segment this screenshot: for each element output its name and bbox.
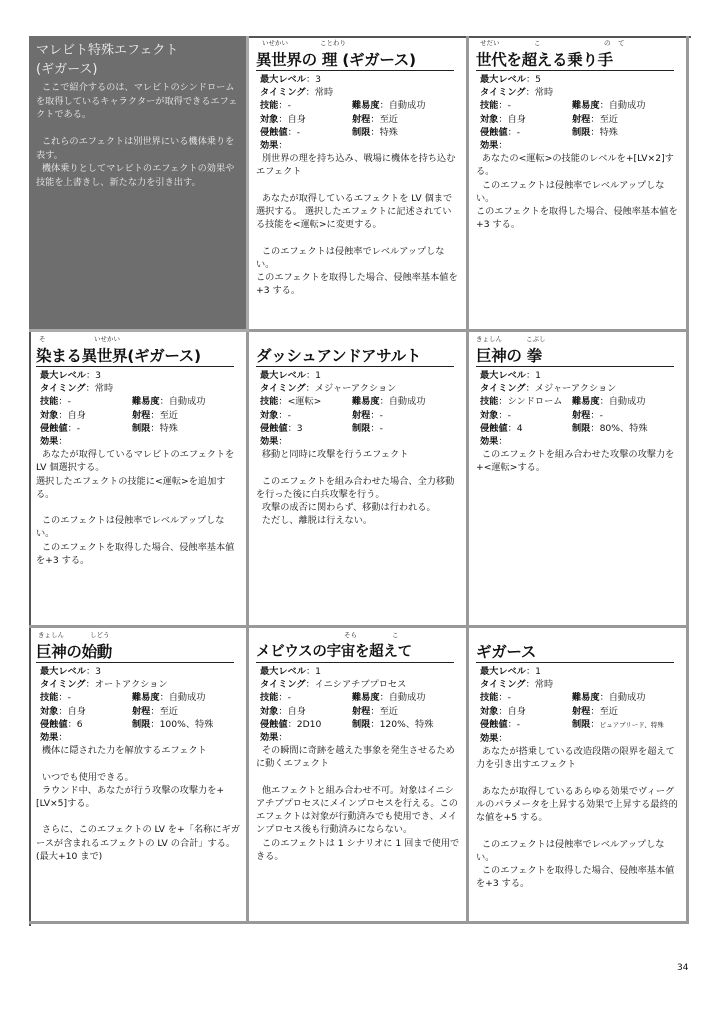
limit-value: 特殊 — [379, 126, 398, 138]
ruby-text: きょしん — [476, 335, 502, 343]
card-body: 移動と同時に攻撃を行うエフェクト このエフェクトを組み合わせた場合、全力移動を行った後に白兵攻撃を行う。 攻撃の成否に関わらず、移動は行われる。 ただし、離脱は行えない。 — [256, 449, 455, 527]
difficulty-value: 自動成功 — [388, 100, 426, 112]
ruby-text: こぶし — [526, 335, 546, 343]
erosion-value: - — [76, 422, 81, 434]
card-title-area — [476, 632, 674, 663]
effect-card-0: いせかい ことわり 異世界の 理 (ギガース) 最大レベル：3 タイミング：常時 技能：- 難易度：自動成功 対象：自身 射程：至近 侵蝕値：- 制限：特殊 効果 ： 別世界の理を持ち込み、戦場に機体を持ち込むエフェクト あなたが取得しているエフェクトを LV 個まで選択する。 選択したエフェクトに記述されている技能を<運転>に変更する。 このエフェクトは侵蝕率でレベルアップしない。 このエフェクトを取得した場合、侵蝕率基本値を+3 する。 — [249, 36, 469, 332]
range-value: 至近 — [379, 705, 398, 717]
range-value: - — [599, 409, 603, 421]
card-title: ギガース — [476, 643, 537, 661]
card-body: その瞬間に奇跡を越えた事象を発生させるために動くエフェクト 他エフェクトと組み合わせ不可。対象はイニシアチブプロセスにメインプロセスを行える。このエフェクトは対象が行動済みでも使用でき、メインプロセス後も行動済みにならない。 このエフェクトは 1 シナリオに 1 回まで使用できる。 — [256, 745, 460, 862]
card-body: あなたが取得しているマレビトのエフェクトを LV 個選択する。 選択したエフェクトの技能に<運転>を追加する。 このエフェクトは侵蝕率でレベルアップしない。 このエフェクトを取得した場合、侵蝕率基本値を+3 する。 — [36, 449, 235, 566]
page-number: 34 — [677, 963, 689, 973]
target-value: 自身 — [67, 705, 86, 717]
card-title: 世代を超える乗り手 — [476, 51, 613, 69]
max-level-value: 1 — [315, 370, 321, 381]
ruby-text: そら — [344, 631, 357, 639]
erosion-value: 2D10 — [296, 718, 322, 730]
range-value: 至近 — [599, 113, 618, 125]
timing-value: イニシアチブプロセス — [314, 679, 407, 691]
ruby-text: しどう — [90, 631, 110, 639]
erosion-value: - — [296, 126, 301, 138]
card-title-area — [36, 336, 234, 367]
card-body: このエフェクトを組み合わせた攻撃の攻撃力を+<運転>する。 — [476, 449, 675, 474]
ruby-text: せだい — [480, 39, 500, 47]
max-level-value: 3 — [315, 74, 321, 85]
intro-body: ここで紹介するのは、マレビトのシンドロームを取得しているキャラクターが取得できるエフェクトである。 これらのエフェクトは別世界にいる機体乗りを表す。 機体乗りとしてマレビトのエフェクトの効果や技能を上書きし、新たな力を引き出す。 — [36, 82, 238, 188]
card-title: 巨神の 拳 — [476, 347, 542, 365]
skill-value: <運転> — [287, 396, 322, 408]
card-title: 巨神の始動 — [36, 643, 113, 661]
skill-value: - — [67, 396, 71, 408]
ruby-text: て — [618, 39, 625, 47]
difficulty-value: 自動成功 — [608, 100, 646, 112]
difficulty-value: 自動成功 — [168, 396, 206, 408]
ruby-text: の — [604, 39, 611, 47]
intro-title-line1: マレビト特殊エフェクト — [36, 43, 179, 58]
skill-value: - — [507, 100, 511, 112]
max-level-value: 3 — [95, 666, 101, 677]
timing-value: 常時 — [534, 679, 554, 691]
timing-value: メジャーアクション — [534, 383, 617, 395]
difficulty-value: 自動成功 — [388, 692, 426, 704]
limit-value: 特殊 — [599, 126, 618, 138]
timing-value: 常時 — [534, 87, 554, 99]
target-value: 自身 — [67, 409, 86, 421]
limit-value: - — [379, 422, 383, 434]
effect-card-6: そら こ メビウスの宇宙を超えて 最大レベル：1 タイミング：イニシアチブプロセス 技能：- 難易度：自動成功 対象：自身 射程：至近 侵蝕値：2D10 制限：120%、特殊 効果 ： その瞬間に奇跡を越えた事象を発生させるために動くエフェクト 他エフェクトと組み合わせ不可。対象はイニシアチブプロセスにメインプロセスを行える。このエフェクトは対象が行動済みでも使用でき、メインプロセス後も行動済みにならない。 このエフェクトは 1 シナリオに 1 回まで使用できる。 — [249, 628, 469, 924]
effect-card-7: ギガース 最大レベル：1 タイミング：常時 技能：- 難易度：自動成功 対象：自身 射程：至近 侵蝕値：- 制限：ピュアブリード、特殊 効果 ： あなたが搭乗している改造段階の限界を超えて力を引き出すエフェクト あなたが取得しているあらゆる効果でヴィーグルのパラメータを上昇する効果で上昇する最終的な値を+5 する。 このエフェクトは侵蝕率でレベルアップしない。 このエフェクトを取得した場合、侵蝕率基本値を+3 する。 — [469, 628, 689, 924]
card-title: ダッシュアンドアサルト — [256, 347, 422, 365]
range-value: 至近 — [159, 705, 178, 717]
card-body: あなたの<運転>の技能のレベルを+[LV×2]する。 このエフェクトは侵蝕率でレベルアップしない。 このエフェクトを取得した場合、侵蝕率基本値を+3 する。 — [476, 153, 678, 231]
ruby-text: いせかい — [94, 335, 120, 343]
erosion-value: 6 — [76, 718, 83, 730]
target-value: 自身 — [287, 705, 306, 717]
card-title-area — [256, 40, 454, 71]
card-title: 染まる異世界(ギガース) — [36, 347, 201, 365]
card-title-area — [476, 40, 674, 71]
timing-value: オートアクション — [94, 679, 168, 691]
card-title-area — [476, 336, 674, 367]
difficulty-value: 自動成功 — [168, 692, 206, 704]
limit-value: 120%、特殊 — [379, 718, 434, 730]
timing-value: 常時 — [314, 87, 334, 99]
effect-card-1: せだい こ の て 世代を超える乗り手 最大レベル：5 タイミング：常時 技能：- 難易度：自動成功 対象：自身 射程：至近 侵蝕値：- 制限：特殊 効果 ： あなたの<運転>の技能のレベルを+[LV×2]する。 このエフェクトは侵蝕率でレベルアップしない。 このエフェクトを取得した場合、侵蝕率基本値を+3 する。 — [469, 36, 689, 332]
effect-card-5: きょしん しどう 巨神の始動 最大レベル：3 タイミング：オートアクション 技能：- 難易度：自動成功 対象：自身 射程：至近 侵蝕値：6 制限：100%、特殊 効果 ： 機体に隠された力を解放するエフェクト いつでも使用できる。 ラウンド中、あなたが行う攻撃の攻撃力を+[LV×5]する。 さらに、このエフェクトの LV を+「名称にギガースが含まれるエフェクトの LV の合計」する。(最大+10 まで) — [29, 628, 249, 924]
effect-card-2: そ いせかい 染まる異世界(ギガース) 最大レベル：3 タイミング：常時 技能：- 難易度：自動成功 対象：自身 射程：至近 侵蝕値：- 制限：特殊 効果 ： あなたが取得しているマレビトのエフェクトを LV 個選択する。 選択したエフェクトの技能に<運転>を追加する。 このエフェクトは侵蝕率でレベルアップしない。 このエフェクトを取得した場合、侵蝕率基本値を+3 する。 — [29, 332, 249, 628]
timing-value: 常時 — [94, 383, 114, 395]
card-title-area — [256, 632, 454, 663]
target-value: - — [507, 409, 511, 421]
erosion-value: 4 — [516, 422, 523, 434]
ruby-text: こ — [534, 39, 541, 47]
target-value: 自身 — [507, 113, 526, 125]
effect-grid — [29, 36, 689, 924]
intro-card — [29, 36, 249, 332]
card-body: 別世界の理を持ち込み、戦場に機体を持ち込むエフェクト あなたが取得しているエフェクトを LV 個まで選択する。 選択したエフェクトに記述されている技能を<運転>に変更する。 このエフェクトは侵蝕率でレベルアップしない。 このエフェクトを取得した場合、侵蝕率基本値を+3 する。 — [256, 153, 458, 297]
difficulty-value: 自動成功 — [388, 396, 426, 408]
max-level-value: 5 — [535, 74, 541, 85]
card-title-area — [36, 632, 234, 663]
max-level-value: 3 — [95, 370, 101, 381]
erosion-value: 3 — [296, 422, 303, 434]
ruby-text: いせかい — [262, 39, 288, 47]
card-body: あなたが搭乗している改造段階の限界を超えて力を引き出すエフェクト あなたが取得しているあらゆる効果でヴィーグルのパラメータを上昇する効果で上昇する最終的な値を+5 する。 このエフェクトは侵蝕率でレベルアップしない。 このエフェクトを取得した場合、侵蝕率基本値を+3 する。 — [476, 746, 678, 890]
target-value: - — [287, 409, 291, 421]
ruby-text: そ — [39, 335, 46, 343]
card-title: メビウスの宇宙を超えて — [256, 644, 412, 660]
skill-value: シンドローム — [507, 396, 563, 408]
erosion-value: - — [516, 718, 521, 730]
timing-value: メジャーアクション — [314, 383, 397, 395]
max-level-value: 1 — [315, 666, 321, 677]
target-value: 自身 — [287, 113, 306, 125]
difficulty-value: 自動成功 — [608, 396, 646, 408]
range-value: - — [379, 409, 383, 421]
limit-value: ピュアブリード、特殊 — [599, 720, 664, 729]
max-level-value: 1 — [535, 666, 541, 677]
label: 最大レベル — [260, 74, 306, 85]
effect-card-3: ダッシュアンドアサルト 最大レベル：1 タイミング：メジャーアクション 技能：<運転> 難易度：自動成功 対象：- 射程：- 侵蝕値：3 制限：- 効果 ： 移動と同時に攻撃を行うエフェクト このエフェクトを組み合わせた場合、全力移動を行った後に白兵攻撃を行う。 攻撃の成否に関わらず、移動は行われる。 ただし、離脱は行えない。 — [249, 332, 469, 628]
erosion-value: - — [516, 126, 521, 138]
limit-value: 特殊 — [159, 422, 178, 434]
skill-value: - — [287, 100, 291, 112]
limit-value: 100%、特殊 — [159, 718, 214, 730]
difficulty-value: 自動成功 — [608, 692, 646, 704]
range-value: 至近 — [159, 409, 178, 421]
effect-card-4: きょしん こぶし 巨神の 拳 最大レベル：1 タイミング：メジャーアクション 技能：シンドローム 難易度：自動成功 対象：- 射程：- 侵蝕値：4 制限：80%、特殊 効果 ： このエフェクトを組み合わせた攻撃の攻撃力を+<運転>する。 — [469, 332, 689, 628]
ruby-text: こ — [392, 631, 399, 639]
range-value: 至近 — [379, 113, 398, 125]
ruby-text: きょしん — [38, 631, 64, 639]
skill-value: - — [507, 692, 511, 704]
target-value: 自身 — [507, 705, 526, 717]
card-title-area — [256, 336, 454, 367]
max-level-value: 1 — [535, 370, 541, 381]
skill-value: - — [67, 692, 71, 704]
range-value: 至近 — [599, 705, 618, 717]
skill-value: - — [287, 692, 291, 704]
ruby-text: ことわり — [320, 39, 346, 47]
card-body: 機体に隠された力を解放するエフェクト いつでも使用できる。 ラウンド中、あなたが行う攻撃の攻撃力を+[LV×5]する。 さらに、このエフェクトの LV を+「名称にギガースが含まれるエフェクトの LV の合計」する。(最大+10 まで) — [36, 745, 240, 862]
card-title: 異世界の 理 (ギガース) — [256, 51, 416, 69]
limit-value: 80%、特殊 — [599, 422, 648, 434]
intro-title-line2: (ギガース) — [36, 62, 98, 77]
